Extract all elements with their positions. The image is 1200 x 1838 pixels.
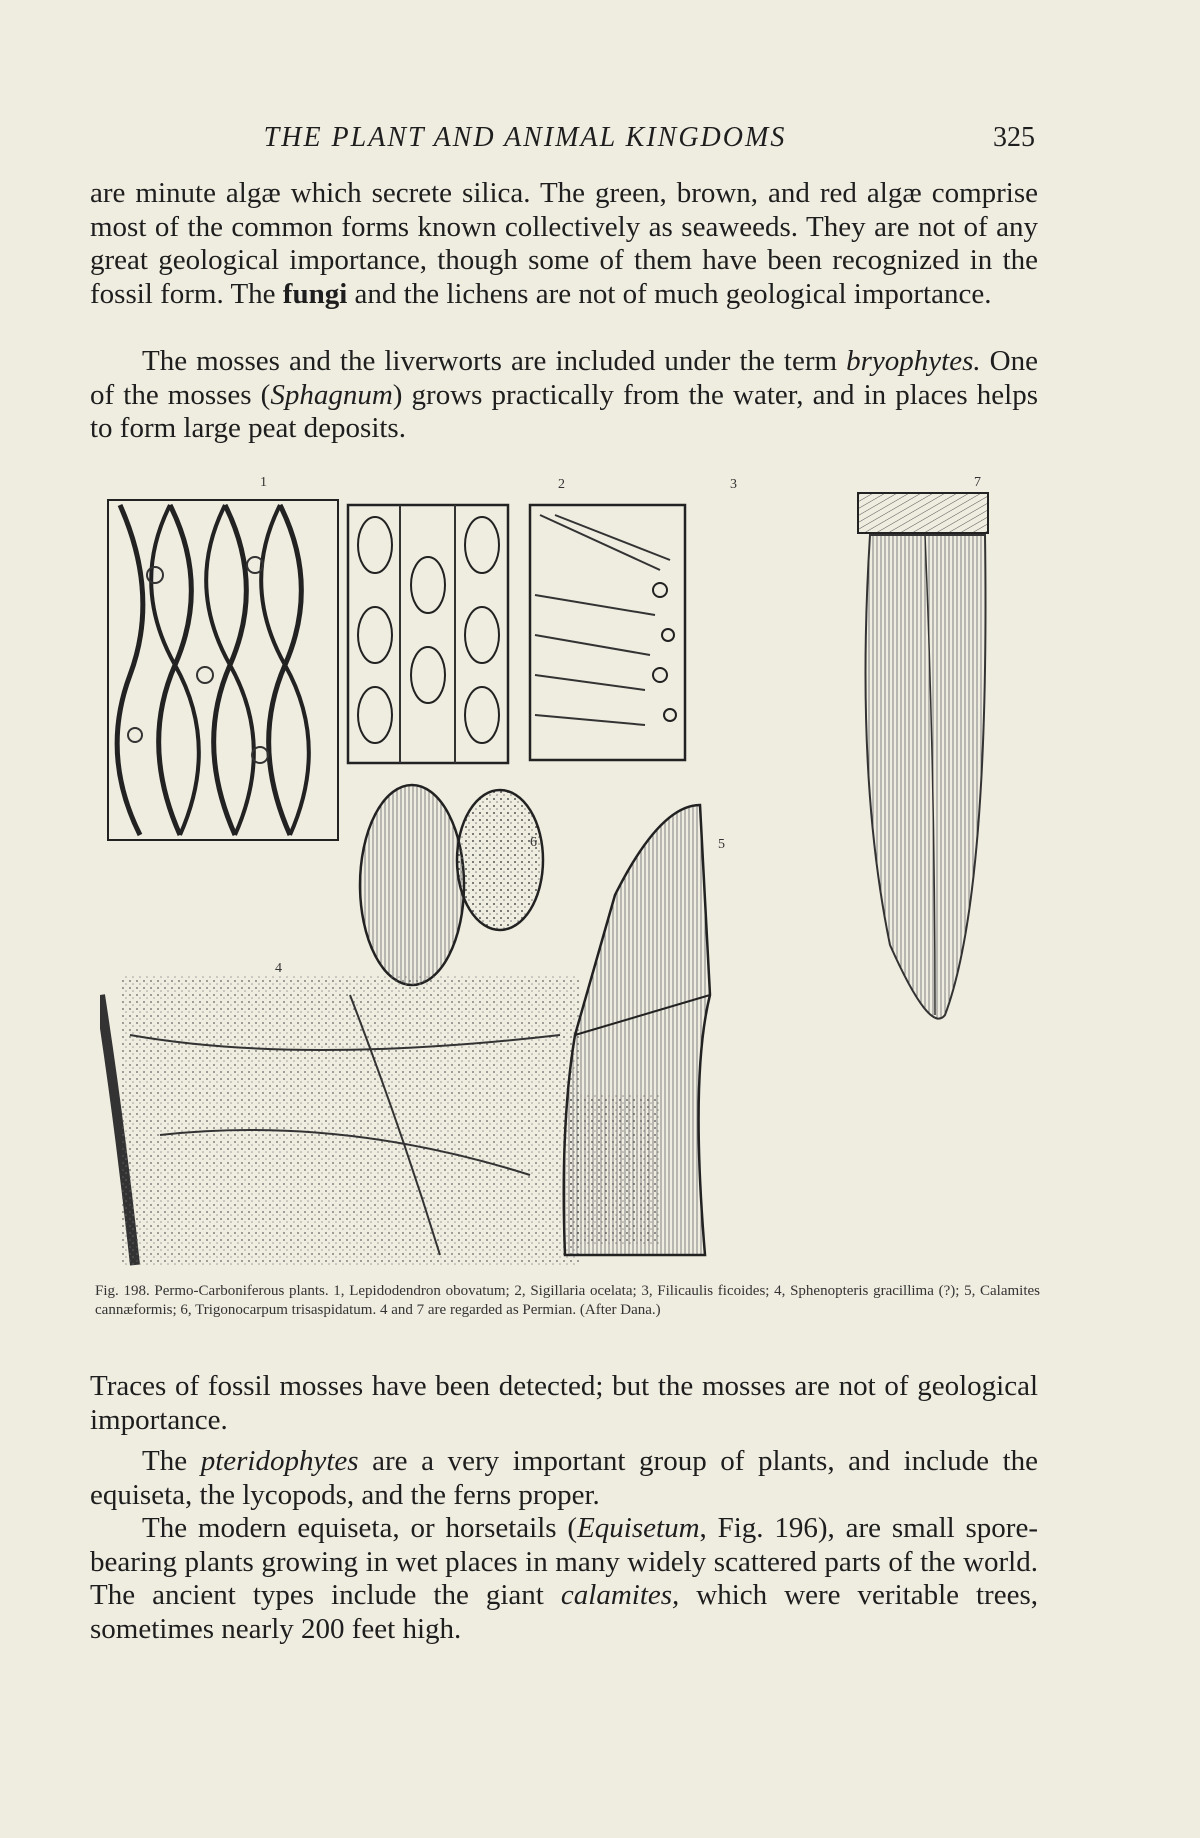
- paragraph-pteridophytes: [90, 1445, 1038, 1512]
- figure-number-3: 3: [730, 477, 737, 492]
- text-run: which were veritable trees, sometimes nearly 200 feet high.: [90, 1579, 1038, 1645]
- text-run: The mosses and the liverworts are included under the term: [142, 345, 847, 377]
- text-run: are a very important group of plants, and include the equiseta, the lycopods, and the ferns proper.: [90, 1445, 1038, 1511]
- term-pteridophytes: pteridophytes: [200, 1445, 359, 1477]
- term-bryophytes: bryophytes.: [846, 345, 981, 377]
- running-head: THE PLANT AND ANIMAL KINGDOMS: [263, 122, 787, 153]
- figure-caption: [95, 1282, 1040, 1320]
- text-run: One of the mosses (: [90, 345, 1038, 411]
- text-run: ) grows practically from the water, and in places helps to form large peat deposits.: [90, 378, 1039, 444]
- text-run: , Fig. 196), are small spore-bearing plants growing in wet places in many widely scattered parts of the world. The ancient types include the giant: [90, 1512, 1038, 1611]
- sigillaria-bark-drawing: [348, 505, 508, 763]
- filicaulis-stem-drawing: [530, 505, 685, 760]
- paragraph-equiseta: [90, 1512, 1038, 1646]
- figure-number-6: 6: [530, 835, 537, 850]
- permian-leaf-drawing: [858, 493, 988, 1019]
- text-run: are minute algæ which secrete silica. The green, brown, and red algæ comprise most of the common forms known collectively as seaweeds. They are not of any great geological importance, though some of them have been recognized in the fossil form. The: [90, 177, 1038, 310]
- caption-line-1: Fig. 198. Permo-Carboniferous plants. 1, Lepidodendron obovatum; 2, Sigillaria ocelata; 3, Filicaulis ficoides; 4, Sphenopteris gracillima (?); 5, Calamites cannæformis; 6, Trigonocarpum trisaspidatum. 4 and 7 are regarded as Permian. (After Dana.): [95, 1283, 1040, 1318]
- trigonocarpum-seeds-drawing: [360, 785, 543, 985]
- term-sphagnum: Sphagnum: [270, 378, 393, 411]
- figure-fossil-plants: [100, 475, 1040, 1275]
- term-calamites: calamites,: [560, 1579, 680, 1611]
- term-fungi: fungi: [282, 277, 348, 310]
- figure-number-1: 1: [260, 475, 267, 490]
- text-run: The modern equiseta, or horsetails (: [142, 1512, 578, 1544]
- figure-number-7: 7: [974, 475, 981, 490]
- figure-number-2: 2: [558, 477, 565, 492]
- term-equisetum: Equisetum: [577, 1512, 700, 1544]
- paragraph-bryophytes: [90, 345, 1038, 446]
- figure-number-5: 5: [718, 837, 725, 852]
- fossil-plants-illustration: [100, 475, 1040, 1275]
- figure-number-4: 4: [275, 961, 282, 976]
- sphenopteris-fern-drawing: [100, 975, 580, 1265]
- page-number: 325: [993, 122, 1035, 153]
- calamites-stem-drawing: [564, 805, 710, 1255]
- page-header: [90, 122, 1035, 162]
- lepidodendron-bark-drawing: [108, 500, 338, 840]
- text-run: The: [142, 1445, 201, 1477]
- text-run: and the lichens are not of much geological importance.: [347, 277, 992, 310]
- paragraph-algae: [90, 177, 1038, 311]
- paragraph-fossil-mosses: Traces of fossil mosses have been detected; but the mosses are not of geological importance.: [90, 1370, 1038, 1436]
